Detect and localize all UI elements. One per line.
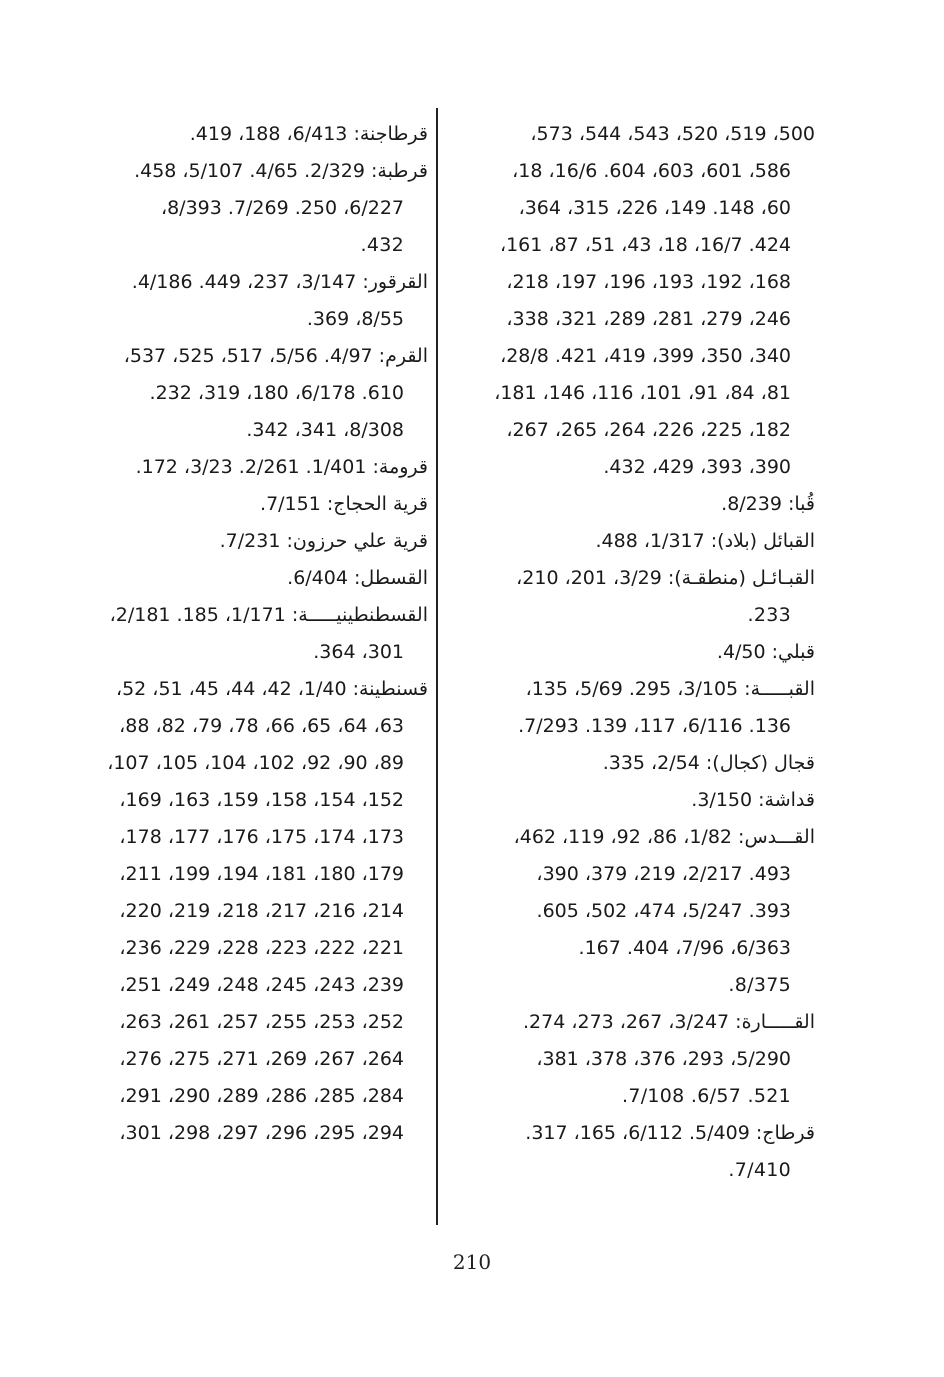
index-entry: [66, 597, 428, 671]
page-number: 210: [452, 1250, 492, 1274]
entry-continuation-line: 493. 2/217، 219، 379، 390،: [536, 863, 791, 885]
index-entry: [445, 819, 815, 1004]
entry-continuation-line: 136. 6/116، 117، 139. 7/293.: [518, 715, 791, 737]
entry-heading-line: قسنطينة: 1/40، 42، 44، 45، 51، 52،: [115, 678, 428, 700]
entry-continuation-line: 6/363، 7/96، 404. 167.: [578, 937, 791, 959]
entry-heading-line: قجال (كجال): 2/54، 335.: [602, 752, 815, 774]
index-entry: [445, 1004, 815, 1115]
entry-heading-line: قُبا: 8/239.: [721, 493, 815, 515]
index-entry: [66, 153, 428, 264]
index-entry: [445, 560, 815, 634]
entry-heading-line: قبلي: 4/50.: [716, 641, 815, 663]
entry-continuation-line: 239، 243، 245، 248، 249، 251،: [119, 974, 404, 996]
entry-continuation-line: 294، 295، 296، 297، 298، 301،: [119, 1122, 404, 1144]
entry-continuation-line: 179، 180، 181، 194، 199، 211،: [119, 863, 404, 885]
entry-heading-line: القرم: 4/97. 5/56، 517، 525، 537،: [123, 345, 428, 367]
index-entry: [445, 671, 815, 745]
entry-heading-line: القـــدس: 1/82، 86، 92، 119، 462،: [513, 826, 815, 848]
entry-continuation-line: 586، 601، 603، 604. 16/6، 18،: [512, 160, 791, 182]
entry-continuation-line: 60، 148. 149، 226، 315، 364،: [518, 197, 791, 219]
entry-heading-line: قرية علي حرزون: 7/231.: [219, 530, 428, 552]
entry-heading-line: القسطل: 6/404.: [287, 567, 428, 589]
entry-continuation-line: 8/308، 341، 342.: [246, 419, 404, 441]
entry-continuation-line: 521. 6/57. 7/108.: [621, 1085, 791, 1107]
entry-heading-line: القـــــارة: 3/247، 267، 273، 274.: [523, 1011, 815, 1033]
entry-continuation-line: 182، 225، 226، 264، 265، 267،: [506, 419, 791, 441]
entry-continuation-line: 432.: [360, 234, 404, 256]
index-entry: [66, 264, 428, 338]
entry-continuation-line: 81، 84، 91، 101، 116، 146، 181،: [494, 382, 791, 404]
index-entry: [66, 523, 428, 560]
entry-heading-line: القسطنطينيـــــة: 1/171، 185. 2/181،: [109, 604, 428, 626]
entry-continuation-line: 168، 192، 193، 196، 197، 218،: [506, 271, 791, 293]
entry-continuation-line: 264، 267، 269، 271، 275، 276،: [119, 1048, 404, 1070]
entry-continuation-line: 6/227، 250. 7/269. 8/393،: [160, 197, 404, 219]
entry-continuation-line: 221، 222، 223، 228، 229، 236،: [119, 937, 404, 959]
index-entry: [66, 671, 428, 1152]
entry-heading-line: 500، 519، 520، 543، 544، 573،: [530, 123, 815, 145]
index-entry: [445, 116, 815, 486]
entry-continuation-line: 173، 174، 175، 176، 177، 178،: [119, 826, 404, 848]
index-entry: [445, 634, 815, 671]
entry-continuation-line: 284، 285، 286، 289، 290، 291،: [119, 1085, 404, 1107]
entry-continuation-line: 8/55، 369.: [306, 308, 404, 330]
index-entry: [445, 523, 815, 560]
entry-continuation-line: 5/290، 293، 376، 378، 381،: [536, 1048, 791, 1070]
index-entry: [66, 338, 428, 449]
entry-continuation-line: 340، 350، 399، 419، 421. 28/8،: [500, 345, 791, 367]
entry-heading-line: القبائل (بلاد): 1/317، 488.: [595, 530, 815, 552]
entry-continuation-line: 89، 90، 92، 102، 104، 105، 107،: [107, 752, 404, 774]
entry-continuation-line: 8/375.: [728, 974, 791, 996]
index-entry: [66, 116, 428, 153]
entry-continuation-line: 252، 253، 255، 257، 261، 263،: [119, 1011, 404, 1033]
index-entry: [445, 782, 815, 819]
entry-continuation-line: 233.: [747, 604, 791, 626]
entry-heading-line: القبـائـل (منطقـة): 3/29، 201، 210،: [516, 567, 815, 589]
entry-continuation-line: 7/410.: [728, 1159, 791, 1181]
index-entry: [66, 449, 428, 486]
entry-heading-line: قرية الحجاج: 7/151.: [260, 493, 428, 515]
index-right-column: [445, 116, 815, 1189]
index-entry: [445, 1115, 815, 1189]
entry-continuation-line: 390، 393، 429، 432.: [603, 456, 791, 478]
entry-heading-line: قرطاجنة: 6/413، 188، 419.: [189, 123, 428, 145]
entry-continuation-line: 301، 364.: [313, 641, 404, 663]
entry-continuation-line: 246، 279، 281، 289، 321، 338،: [506, 308, 791, 330]
entry-continuation-line: 214، 216، 217، 218، 219، 220،: [119, 900, 404, 922]
entry-continuation-line: 393. 5/247، 474، 502، 605.: [536, 900, 791, 922]
entry-continuation-line: 63، 64، 65، 66، 78، 79، 82، 88،: [119, 715, 404, 737]
index-entry: [66, 486, 428, 523]
entry-continuation-line: 424. 16/7، 18، 43، 51، 87، 161،: [499, 234, 791, 256]
entry-heading-line: قرطبة: 2/329. 4/65. 5/107، 458.: [134, 160, 428, 182]
index-entry: [66, 560, 428, 597]
index-left-column: [66, 116, 428, 1152]
entry-heading-line: قداشة: 3/150.: [691, 789, 815, 811]
entry-continuation-line: 152، 154، 158، 159، 163، 169،: [119, 789, 404, 811]
index-entry: [445, 486, 815, 523]
entry-heading-line: قرطاج: 5/409. 6/112، 165، 317.: [525, 1122, 815, 1144]
entry-heading-line: القبـــــة: 3/105، 295. 5/69، 135،: [525, 678, 815, 700]
index-entry: [445, 745, 815, 782]
entry-heading-line: قرومة: 1/401. 2/261. 3/23، 172.: [135, 456, 428, 478]
entry-continuation-line: 610. 6/178، 180، 319، 232.: [149, 382, 404, 404]
column-divider: [436, 108, 438, 1225]
entry-heading-line: القرقور: 3/147، 237، 449. 4/186.: [131, 271, 428, 293]
